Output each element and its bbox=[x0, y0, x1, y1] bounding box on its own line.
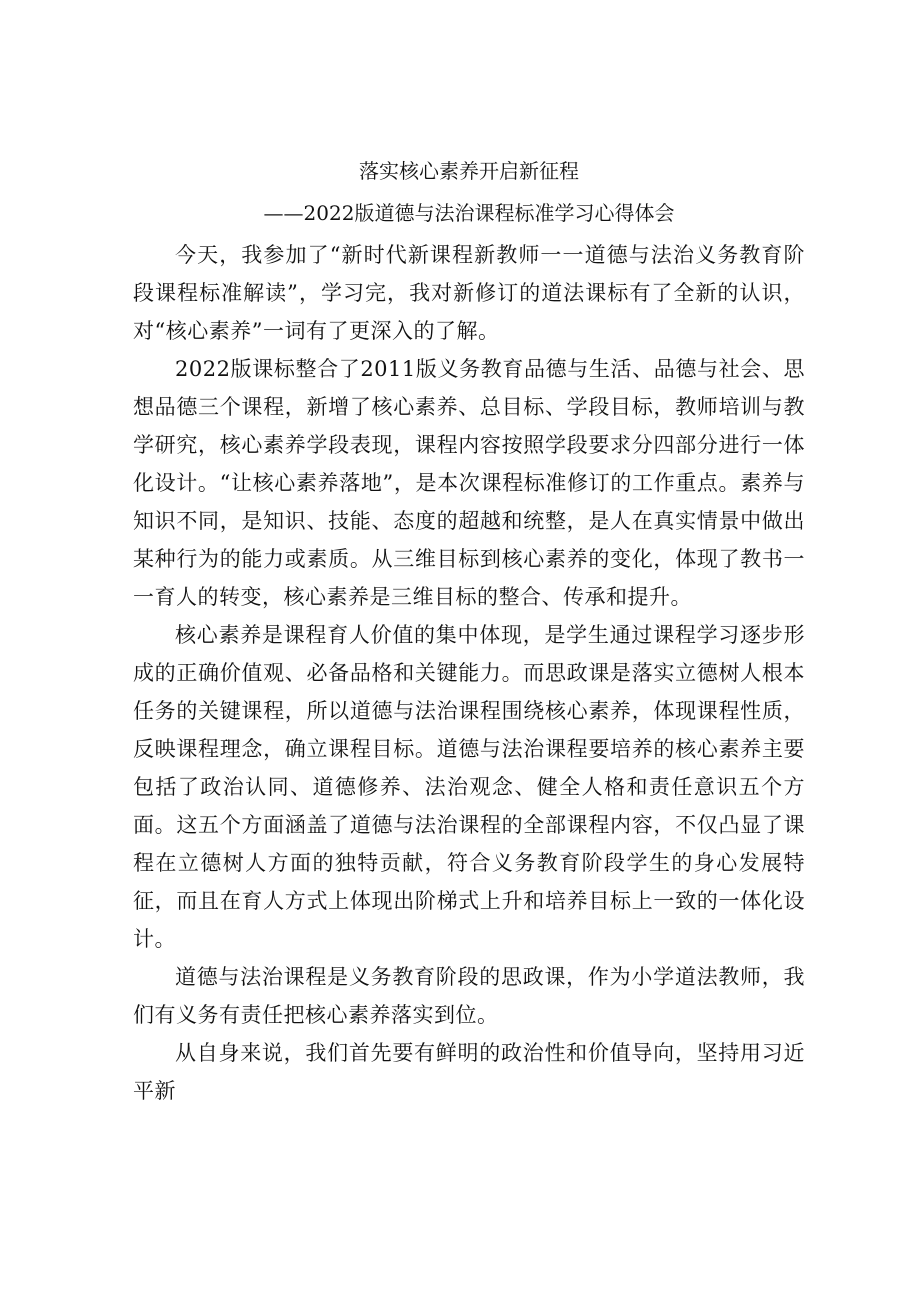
paragraph-1: 今天，我参加了“新时代新课程新教师一一道德与法治义务教育阶段课程标准解读”，学习完，我对新修订的道法课标有了全新的认识，对“核心素养”一词有了更深入的了解。 bbox=[133, 243, 805, 343]
paragraph-3: 核心素养是课程育人价值的集中体现，是学生通过课程学习逐步形成的正确价值观、必备品格和关键能力。而思政课是落实立德树人根本任务的关键课程，所以道德与法治课程围绕核心素养，体现课程性质，反映课程理念，确立课程目标。道德与法治课程要培养的核心素养主要包括了政治认同、道德修养、法治观念、健全人格和责任意识五个方面。这五个方面涵盖了道德与法治课程的全部课程内容，不仅凸显了课程在立德树人方面的独特贡献，符合义务教育阶段学生的身心发展特征，而且在育人方式上体现出阶梯式上升和培养目标上一致的一体化设计。 bbox=[133, 623, 805, 951]
document-body bbox=[133, 150, 805, 1110]
paragraph-4: 道德与法治课程是义务教育阶段的思政课，作为小学道法教师，我们有义务有责任把核心素养落实到位。 bbox=[133, 965, 805, 1027]
paragraph-2: 2022版课标整合了2011版义务教育品德与生活、品德与社会、思想品德三个课程，新增了核心素养、总目标、学段目标，教师培训与教学研究，核心素养学段表现，课程内容按照学段要求分四部分进行一体化设计。“让核心素养落地”，是本次课程标准修订的工作重点。素养与知识不同，是知识、技能、态度的超越和统整，是人在真实情景中做出某种行为的能力或素质。从三维目标到核心素养的变化，体现了教书一一育人的转变，核心素养是三维目标的整合、传承和提升。 bbox=[133, 357, 805, 609]
paragraph-5: 从自身来说，我们首先要有鲜明的政治性和价值导向，坚持用习近平新 bbox=[133, 1041, 805, 1103]
document-title: 落实核心素养开启新征程 bbox=[359, 159, 579, 183]
document-subtitle: ——2022版道德与法治课程标准学习心得体会 bbox=[263, 201, 675, 225]
